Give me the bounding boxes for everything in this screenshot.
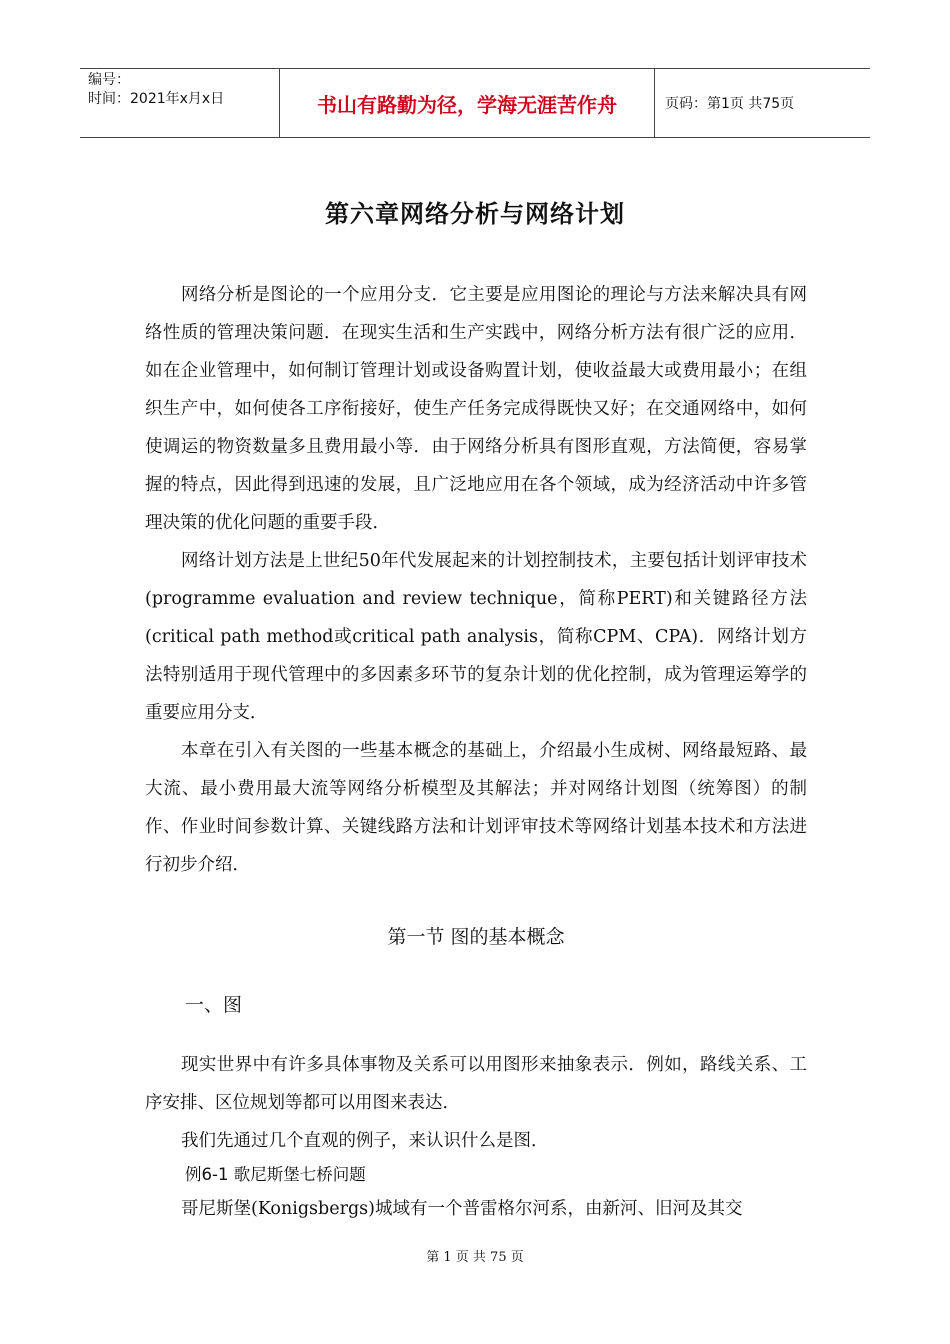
paragraph-intro-2: 网络计划方法是上世纪50年代发展起来的计划控制技术，主要包括计划评审技术(programme evaluation and review technique，简称PERT)和关键路径方法(critical path method或critical path analysis，简称CPM、CPA)．网络计划方法特别适用于现代管理中的多因素多环节的复杂计划的优化控制，成为管理运筹学的重要应用分支． — [145, 551, 807, 723]
chapter-title: 第六章网络分析与网络计划 — [325, 200, 625, 228]
paragraph-graph-2: 我们先通过几个直观的例子，来认识什么是图． — [181, 1131, 549, 1151]
paragraph-intro-3: 本章在引入有关图的一些基本概念的基础上，介绍最小生成树、网络最短路、最大流、最小费用最大流等网络分析模型及其解法；并对网络计划图（统筹图）的制作、作业时间参数计算、关键线路方法和计划评审技术等网络计划基本技术和方法进行初步介绍． — [145, 741, 807, 875]
header-page-info: 页码：第1页 共75页 — [665, 96, 795, 112]
page-footer: 第 1 页 共 75 页 — [426, 1250, 524, 1265]
header-meta — [80, 69, 280, 137]
number-label: 编号： — [88, 72, 130, 88]
example-title: 例6-1 歌尼斯堡七桥问题 — [185, 1165, 366, 1184]
paragraph-intro-1: 网络分析是图论的一个应用分支．它主要是应用图论的理论与方法来解决具有网络性质的管理决策问题．在现实生活和生产实践中，网络分析方法有很广泛的应用．如在企业管理中，如何制订管理计划或设备购置计划，使收益最大或费用最小；在组织生产中，如何使各工序衔接好，使生产任务完成得既快又好；在交通网络中，如何使调运的物资数量多且费用最小等．由于网络分析具有图形直观，方法简便，容易掌握的特点，因此得到迅速的发展，且广泛地应用在各个领域，成为经济活动中许多管理决策的优化问题的重要手段． — [145, 285, 807, 533]
document-body — [145, 276, 807, 1228]
paragraph-graph-1: 现实世界中有许多具体事物及关系可以用图形来抽象表示．例如，路线关系、工序安排、区位规划等都可以用图来表达． — [145, 1055, 807, 1113]
section-title: 第一节 图的基本概念 — [387, 926, 565, 948]
page-header — [80, 68, 870, 138]
paragraph-example: 哥尼斯堡(Konigsbergs)城域有一个普雷格尔河系，由新河、旧河及其交 — [181, 1199, 743, 1219]
time-label: 时间：2021年x月x日 — [88, 91, 225, 107]
header-motto: 书山有路勤为径，学海无涯苦作舟 — [280, 69, 655, 137]
subsection-title: 一、图 — [185, 994, 243, 1016]
